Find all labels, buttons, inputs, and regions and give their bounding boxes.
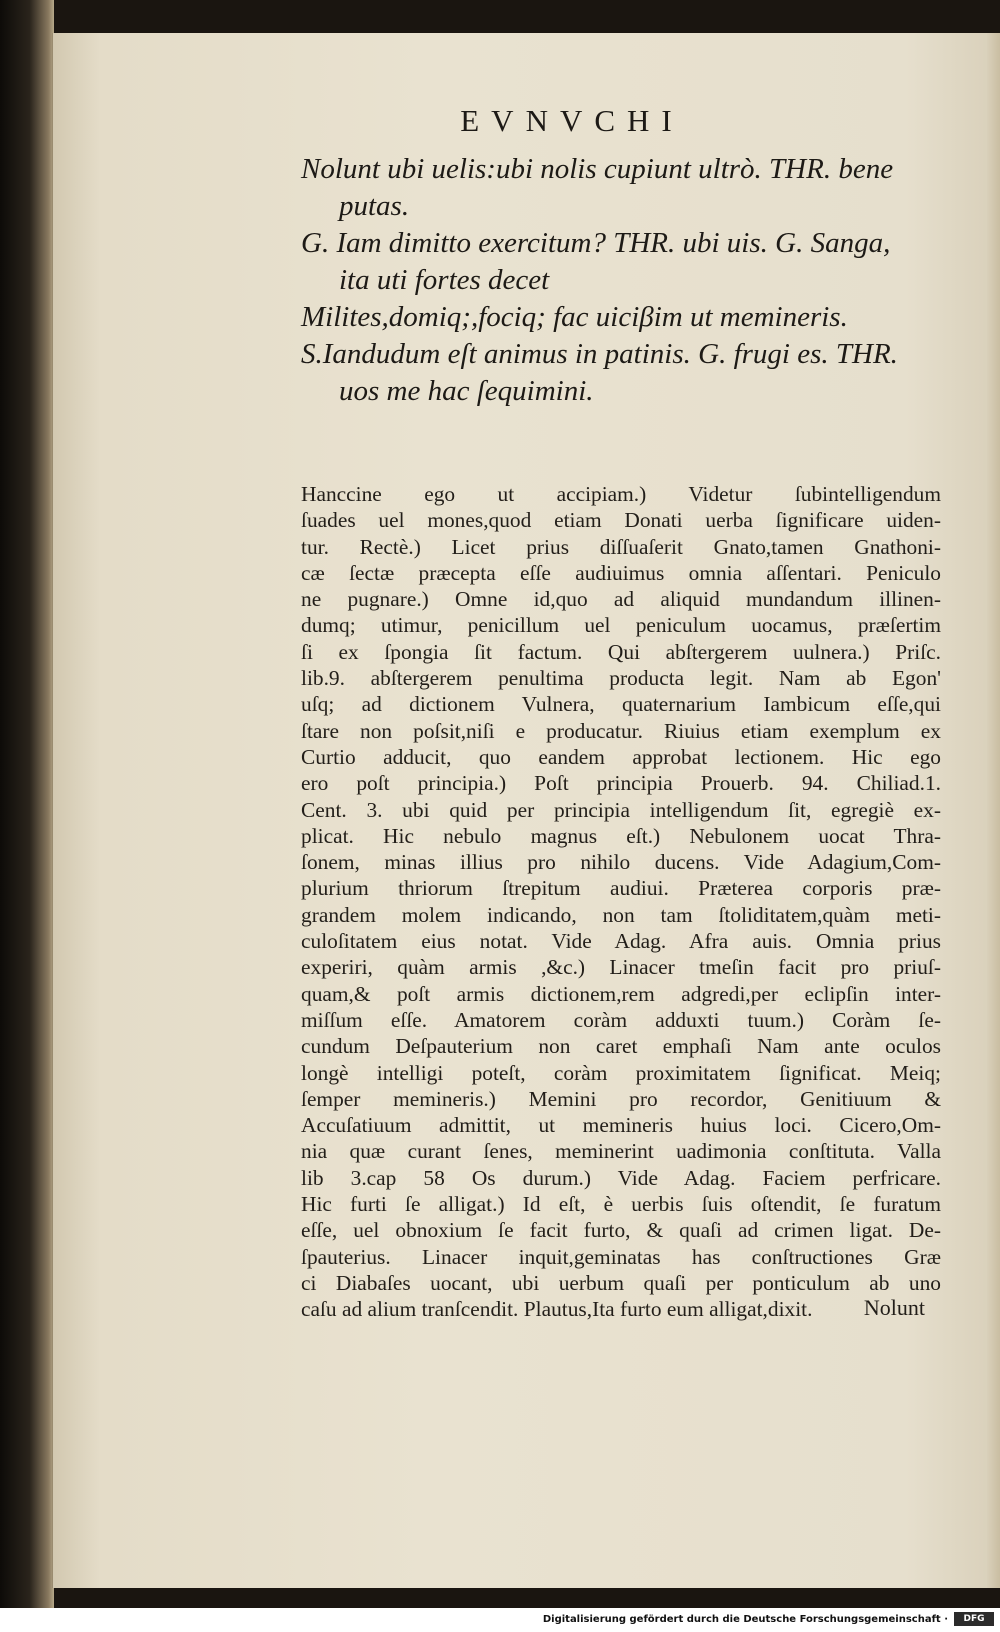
verse-line: ita uti fortes decet	[339, 264, 550, 296]
commentary-line: longè intelligi poteſt, coràm proximitatem ſignificat. Meiq;	[301, 1060, 941, 1085]
dfg-logo: DFG	[954, 1612, 994, 1626]
verse-line: Nolunt ubi uelis:ubi nolis cupiunt ultrò. THR. bene	[301, 153, 894, 185]
verse-line: putas.	[339, 190, 410, 222]
commentary-line: uſq; ad dictionem Vulnera, quaternarium Iambicum eſſe,qui	[301, 692, 941, 717]
commentary-line: Hic furti ſe alligat.) Id eſt, è uerbis ſuis oſtendit, ſe furatum	[301, 1192, 941, 1217]
commentary-line: Accuſatiuum admittit, ut memineris huius loci. Cicero,Om-	[301, 1113, 941, 1138]
verse-line: Milites,domiq;,fociq; fac uiciβim ut memineris.	[301, 301, 848, 333]
commentary-line: plurium thriorum ſtrepitum audiui. Præterea corporis præ-	[301, 876, 941, 901]
dfg-credit: Digitalisierung gefördert durch die Deutsche Forschungsgemeinschaft ·	[542, 1614, 948, 1625]
commentary-line: ſemper memineris.) Memini pro recordor, Genitiuum &	[301, 1086, 941, 1111]
commentary-line: Curtio adducit, quo eandem approbat lectionem. Hic ego	[301, 744, 941, 769]
commentary-line: grandem molem indicando, non tam ſtoliditatem,quàm meti-	[301, 902, 941, 927]
commentary-line: ſi ex ſpongia ſit factum. Qui abſtergerem uulnera.) Priſc.	[301, 639, 941, 664]
commentary-line: eſſe, uel obnoxium ſe facit furto, & quaſi ad crimen ligat. De-	[301, 1218, 941, 1243]
book-spine	[0, 0, 54, 1608]
commentary-line: caſu ad alium tranſcendit. Plautus,Ita furto eum alligat,dixit.	[301, 1297, 813, 1322]
commentary-line: Hanccine ego ut accipiam.) Videtur ſubintelligendum	[301, 482, 941, 506]
commentary-line: ci Diabaſes uocant, ubi uerbum quaſi per ponticulum ab uno	[301, 1270, 941, 1295]
commentary-line: cundum Deſpauterium non caret emphaſi Nam ante oculos	[301, 1034, 941, 1059]
commentary-block	[301, 481, 941, 1323]
commentary-line: miſſum eſſe. Amatorem coràm adduxti tuum.) Coràm ſe-	[301, 1007, 941, 1032]
commentary-line: quam,& poſt armis dictionem,rem adgredi,per eclipſin inter-	[301, 981, 941, 1006]
commentary-line: ne pugnare.) Omne id,quo ad aliquid mundandum illinen-	[301, 587, 941, 612]
commentary-line: ſtare non poſsit,niſi e producatur. Riuius etiam exemplum ex	[301, 718, 941, 743]
commentary-line: ſuades uel mones,quod etiam Donati uerba ſignificare uiden-	[301, 508, 941, 533]
book-page	[52, 33, 1000, 1588]
commentary-line: nia quæ curant ſenes, meminerint uadimonia conſtituta. Valla	[301, 1139, 941, 1164]
commentary-line: lib 3.cap 58 Os durum.) Vide Adag. Faciem perfricare.	[301, 1165, 941, 1190]
verse-block	[301, 151, 1000, 410]
commentary-line: lib.9. abſtergerem penultima producta legit. Nam ab Egon'	[301, 666, 941, 691]
running-header: EVNVCHI	[460, 103, 684, 138]
commentary-line: Cent. 3. ubi quid per principia intelligendum ſit, egregiè ex-	[301, 797, 941, 822]
commentary-line: tur. Rectè.) Licet prius diſſuaſerit Gnato,tamen Gnathoni-	[301, 534, 941, 559]
commentary-line: ſpauterius. Linacer inquit,geminatas has conſtructiones Græ	[301, 1244, 941, 1269]
commentary-line: ero poſt principia.) Poſt principia Prouerb. 94. Chiliad.1.	[301, 771, 941, 796]
commentary-line: experiri, quàm armis ,&c.) Linacer tmeſin facit pro priuſ-	[301, 955, 941, 980]
catchword: Nolunt	[863, 1295, 925, 1320]
verse-line: G. Iam dimitto exercitum? THR. ubi uis. G. Sanga,	[301, 227, 891, 259]
commentary-line: culoſitatem eius notat. Vide Adag. Afra auis. Omnia prius	[301, 929, 941, 954]
commentary-line: plicat. Hic nebulo magnus eſt.) Nebulonem uocat Thra-	[301, 823, 941, 848]
commentary-line: dumq; utimur, penicillum uel peniculum uocamus, præſertim	[301, 613, 941, 638]
verse-line: S.Iandudum eſt animus in patinis. G. frugi es. THR.	[301, 338, 898, 370]
commentary-line: ſonem, minas illius pro nihilo ducens. Vide Adagium,Com-	[301, 850, 941, 875]
commentary-line: cæ ſectæ præcepta eſſe audiuimus omnia aſſentari. Peniculo	[301, 560, 941, 585]
verse-line: uos me hac ſequimini.	[339, 375, 594, 407]
